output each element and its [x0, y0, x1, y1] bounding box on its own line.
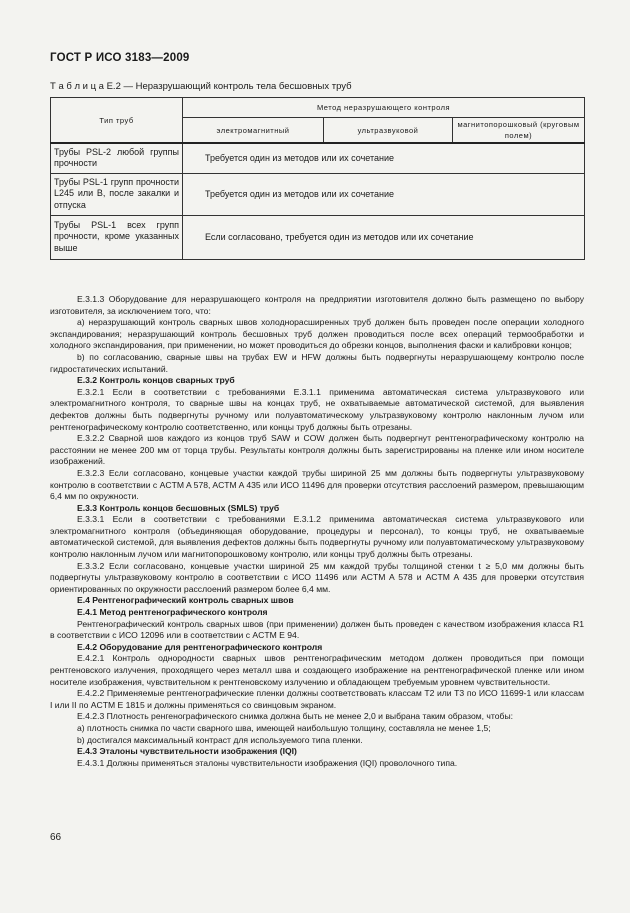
pipe-type-cell: Трубы PSL-1 групп прочности L245 или В, после закалки и отпуска: [51, 173, 183, 215]
paragraph: b) по согласованию, сварные швы на трубах EW и HFW должны быть подвергнуты неразрушающему контролю после гидростатических испытаний.: [50, 351, 584, 374]
header-ultrasonic: ультразвуковой: [324, 118, 453, 144]
requirement-cell: Требуется один из методов или их сочетание: [183, 173, 585, 215]
header-electromagnetic: электромагнитный: [183, 118, 324, 144]
section-heading: Е.3.2 Контроль концов сварных труб: [77, 375, 235, 386]
paragraph: Е.3.2.1 Если в соответствии с требованиями Е.3.1.1 применима автоматическая система ультразвукового или электромагнитного контроля, то сварные швы на концах труб, не охватываемые автоматической системой, для выявления дефектов должны быть подвергнуты ручному или полуавтоматическому ультразвуковому контролю наклонным лучом или рентгенографическому контролю соответственно, или концы труб должны быть отрезаны.: [50, 386, 584, 432]
paragraph: Е.3.1.3 Оборудование для неразрушающего контроля на предприятии изготовителя должно быть размещено по выбору изготовителя, за исключением того, что:: [50, 294, 584, 316]
section-heading: Е.3.3 Контроль концов бесшовных (SMLS) труб: [77, 502, 280, 513]
header-method-group: Метод неразрушающего контроля: [183, 98, 585, 118]
paragraph: Рентгенографический контроль сварных швов (при применении) должен быть проведен с качеством изображения класса R1 в соответствии с ИСО 12096 или в соответствии с ACTM E 94.: [50, 618, 584, 641]
pipe-type-cell: Трубы PSL-2 любой группы прочности: [51, 143, 183, 173]
paragraph: Е.3.3.1 Если в соответствии с требованиями Е.3.1.2 применима автоматическая система ультразвукового или электромагнитного контроля (объединяющая оборудование, процедуры и персонал), то концы труб, не охватываемые автоматической системой, для выявления дефектов должны быть подвергнуты ручному или полуавтоматическому ультразвуковому контролю наклонным лучом или магнитопорошковому контролю, или концы труб должны быть отрезаны.: [50, 514, 584, 560]
paragraph: Е.4.3.1 Должны применяться эталоны чувствительности изображения (IQI) проволочного типа.: [77, 757, 458, 768]
paragraph: b) достигался максимальный контраст для используемого типа пленки.: [77, 734, 363, 745]
paragraph: Е.4.2.3 Плотность ренгенографического снимка должна быть не менее 2,0 и выбрана таким образом, чтобы:: [77, 711, 514, 722]
paragraph: а) неразрушающий контроль сварных швов холоднорасширенных труб должен быть проведен после операции холодного экспандирования; неразрушающий контроль бесшовных труб должен проводиться после всех операций термообработки и холодного экспандирования, при применении, но может проводиться до обрезки концов, выполнения фаски и калибровки концов;: [50, 317, 584, 351]
table-caption-label: Т а б л и ц а: [50, 81, 104, 92]
section-heading: Е.4.2 Оборудование для рентгенографического контроля: [77, 641, 323, 652]
table-caption-text: Е.2 — Неразрушающий контроль тела бесшовных труб: [106, 81, 352, 92]
requirement-cell: Если согласовано, требуется один из методов или их сочетание: [183, 215, 585, 259]
page-number: 66: [50, 832, 62, 843]
requirement-cell: Требуется один из методов или их сочетание: [183, 143, 585, 173]
paragraph: Е.4.2.2 Применяемые рентгенографические пленки должны соответствовать классам Т2 или Т3 по ИСО 11699-1 или классам I или II по ACTM E 1815 и должны применяться со свинцовым экраном.: [50, 688, 584, 710]
ndt-table: [50, 97, 585, 260]
paragraph: Е.3.2.3 Если согласовано, концевые участки каждой трубы шириной 25 мм должны быть подвергнуты ультразвуковому контролю в соответствии с ACTM A 578, ACTM A 435 или ИСО 11496 для проверки отсутствия расслоений размером, превышающим 6,4 мм по окружности.: [50, 467, 584, 502]
paragraph: Е.3.2.2 Сварной шов каждого из концов труб SAW и COW должен быть подвергнут рентгенографическому контролю на расстоянии не менее 200 мм от торца трубы. Результаты контроля должны быть зарегистрированы на пленке или ином носителе изображений.: [50, 433, 584, 467]
paragraph: Е.3.3.2 Если согласовано, концевые участки шириной 25 мм каждой трубы толщиной стенки t ≥ 5,0 мм должны быть подвергнуты ультразвуковому контролю в соответствии с ИСО 11496 или ACTM A 578 и ACTM A 435 для проверки отсутствия ориентированных по окружности расслоений размером более 6,4 мм.: [50, 560, 584, 594]
section-heading: Е.4.3 Эталоны чувствительности изображения (IQI): [77, 746, 297, 757]
paragraph: Е.4.2.1 Контроль однородности сварных швов рентгенографическим методом должен проводиться при помощи рентгеновского излучения, проходящего через металл шва и создающего изображение на рентгенографической пленке или ином носителе изображения, чувствительном к рентгеновскому излучению и обладающем требуемым уровнем чувствительности.: [50, 653, 584, 687]
standard-header: ГОСТ Р ИСО 3183—2009: [50, 52, 190, 64]
header-magnetic-particle: магнитопорошковый (круговым полем): [453, 118, 585, 144]
section-heading: Е.4 Рентгенографический контроль сварных швов: [77, 595, 294, 606]
table-row: [51, 215, 585, 259]
header-pipe-type: Тип труб: [51, 98, 183, 144]
table-row: [51, 173, 585, 215]
pipe-type-cell: Трубы PSL-1 всех групп прочности, кроме указанных выше: [51, 215, 183, 259]
table-caption: [50, 81, 352, 92]
body-text: [50, 294, 584, 769]
table-row: [51, 143, 585, 173]
section-heading: Е.4.1 Метод рентгенографического контроля: [77, 607, 268, 618]
paragraph: а) плотность снимка по части сварного шва, имеющей наибольшую толщину, составляла не менее 1,5;: [77, 722, 491, 733]
